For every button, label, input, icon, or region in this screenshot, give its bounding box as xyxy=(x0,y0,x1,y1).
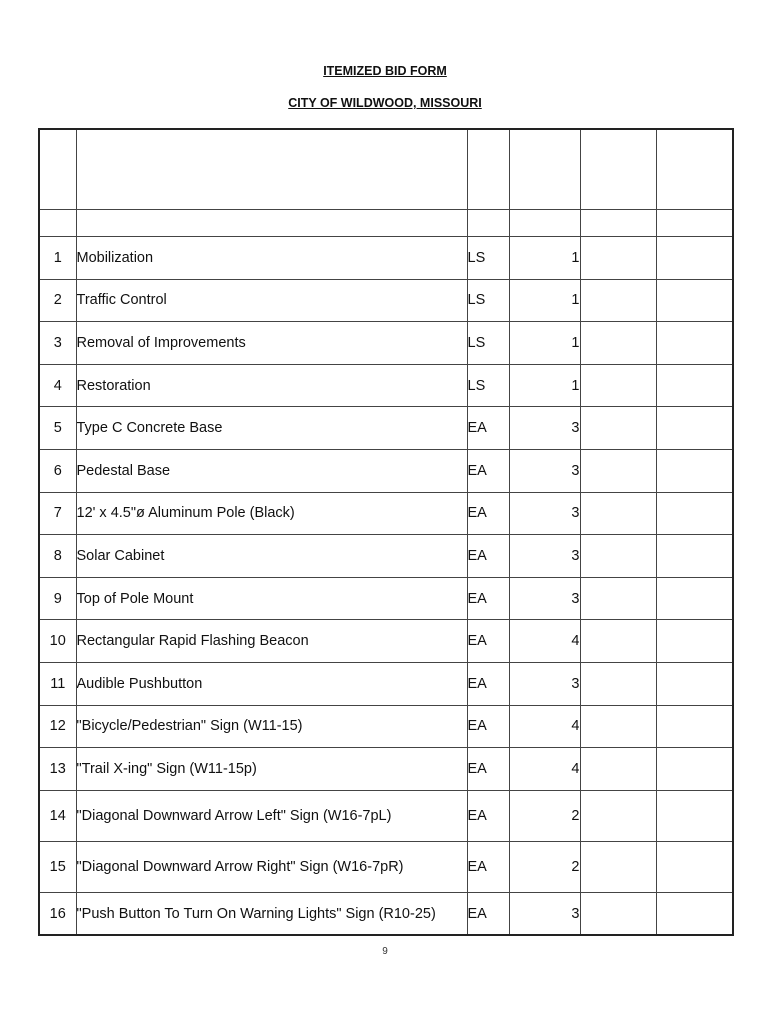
item-description: Traffic Control xyxy=(76,279,467,322)
item-unit-price xyxy=(580,237,656,280)
table-row xyxy=(39,892,733,935)
header-cell xyxy=(76,129,467,210)
table-row xyxy=(39,841,733,892)
item-quantity: 3 xyxy=(509,892,580,935)
item-total xyxy=(656,237,733,280)
item-total xyxy=(656,841,733,892)
item-unit-price xyxy=(580,892,656,935)
table-row xyxy=(39,237,733,280)
table-row xyxy=(39,790,733,841)
table-row xyxy=(39,492,733,535)
table-row xyxy=(39,748,733,791)
item-number: 8 xyxy=(39,535,76,578)
item-number: 7 xyxy=(39,492,76,535)
table-header-row xyxy=(39,129,733,210)
item-number: 16 xyxy=(39,892,76,935)
item-unit: EA xyxy=(467,892,509,935)
item-description: Top of Pole Mount xyxy=(76,577,467,620)
item-total xyxy=(656,322,733,365)
item-quantity: 1 xyxy=(509,279,580,322)
item-unit-price xyxy=(580,790,656,841)
header-cell xyxy=(580,129,656,210)
header-cell xyxy=(509,210,580,237)
item-unit: EA xyxy=(467,705,509,748)
item-quantity: 3 xyxy=(509,407,580,450)
item-total xyxy=(656,790,733,841)
item-unit-price xyxy=(580,364,656,407)
item-total xyxy=(656,407,733,450)
item-unit: LS xyxy=(467,237,509,280)
item-number: 3 xyxy=(39,322,76,365)
item-unit: EA xyxy=(467,790,509,841)
item-number: 6 xyxy=(39,449,76,492)
item-description: Mobilization xyxy=(76,237,467,280)
header-cell xyxy=(509,129,580,210)
item-quantity: 1 xyxy=(509,364,580,407)
item-unit-price xyxy=(580,577,656,620)
header-cell xyxy=(39,129,76,210)
item-quantity: 2 xyxy=(509,841,580,892)
item-total xyxy=(656,892,733,935)
item-unit: LS xyxy=(467,364,509,407)
item-description: Pedestal Base xyxy=(76,449,467,492)
item-quantity: 3 xyxy=(509,492,580,535)
header-cell xyxy=(656,210,733,237)
table-row xyxy=(39,620,733,663)
item-description: Removal of Improvements xyxy=(76,322,467,365)
item-quantity: 3 xyxy=(509,662,580,705)
item-total xyxy=(656,364,733,407)
item-quantity: 3 xyxy=(509,577,580,620)
item-total xyxy=(656,279,733,322)
header-cell xyxy=(467,210,509,237)
table-row xyxy=(39,449,733,492)
header-cell xyxy=(656,129,733,210)
header-cell xyxy=(39,210,76,237)
form-subtitle: CITY OF WILDWOOD, MISSOURI xyxy=(288,96,482,110)
item-number: 4 xyxy=(39,364,76,407)
item-unit: EA xyxy=(467,449,509,492)
item-unit-price xyxy=(580,535,656,578)
item-unit: LS xyxy=(467,279,509,322)
item-number: 9 xyxy=(39,577,76,620)
header-cell xyxy=(76,210,467,237)
table-row xyxy=(39,535,733,578)
item-unit-price xyxy=(580,407,656,450)
item-description: Type C Concrete Base xyxy=(76,407,467,450)
item-number: 11 xyxy=(39,662,76,705)
item-number: 1 xyxy=(39,237,76,280)
item-unit-price xyxy=(580,841,656,892)
item-unit: EA xyxy=(467,407,509,450)
item-unit-price xyxy=(580,449,656,492)
item-unit-price xyxy=(580,662,656,705)
item-number: 13 xyxy=(39,748,76,791)
item-unit: EA xyxy=(467,535,509,578)
item-number: 5 xyxy=(39,407,76,450)
item-number: 12 xyxy=(39,705,76,748)
item-unit-price xyxy=(580,705,656,748)
item-unit-price xyxy=(580,620,656,663)
item-unit: EA xyxy=(467,492,509,535)
item-total xyxy=(656,492,733,535)
item-number: 15 xyxy=(39,841,76,892)
item-quantity: 4 xyxy=(509,748,580,791)
item-unit-price xyxy=(580,322,656,365)
item-total xyxy=(656,535,733,578)
item-number: 14 xyxy=(39,790,76,841)
item-unit: EA xyxy=(467,748,509,791)
header-cell xyxy=(580,210,656,237)
item-description: 12' x 4.5"ø Aluminum Pole (Black) xyxy=(76,492,467,535)
item-quantity: 1 xyxy=(509,237,580,280)
item-total xyxy=(656,449,733,492)
form-title: ITEMIZED BID FORM xyxy=(323,64,447,78)
item-description: "Diagonal Downward Arrow Right" Sign (W16-7pR) xyxy=(76,841,467,892)
item-unit-price xyxy=(580,748,656,791)
item-number: 10 xyxy=(39,620,76,663)
bid-table xyxy=(38,128,734,936)
item-quantity: 2 xyxy=(509,790,580,841)
item-quantity: 4 xyxy=(509,705,580,748)
table-subheader-row xyxy=(39,210,733,237)
bid-table-body xyxy=(39,129,733,935)
item-unit: EA xyxy=(467,577,509,620)
item-unit: EA xyxy=(467,620,509,663)
item-description: "Diagonal Downward Arrow Left" Sign (W16-7pL) xyxy=(76,790,467,841)
page-number: 9 xyxy=(382,946,388,957)
item-quantity: 1 xyxy=(509,322,580,365)
table-row xyxy=(39,705,733,748)
item-quantity: 3 xyxy=(509,535,580,578)
item-description: Solar Cabinet xyxy=(76,535,467,578)
item-quantity: 4 xyxy=(509,620,580,663)
item-unit: EA xyxy=(467,841,509,892)
item-total xyxy=(656,748,733,791)
item-total xyxy=(656,577,733,620)
item-total xyxy=(656,620,733,663)
table-row xyxy=(39,279,733,322)
table-row xyxy=(39,577,733,620)
table-row xyxy=(39,322,733,365)
item-description: "Bicycle/Pedestrian" Sign (W11-15) xyxy=(76,705,467,748)
header-cell xyxy=(467,129,509,210)
item-description: Restoration xyxy=(76,364,467,407)
item-total xyxy=(656,662,733,705)
item-unit: LS xyxy=(467,322,509,365)
item-unit-price xyxy=(580,279,656,322)
item-description: Rectangular Rapid Flashing Beacon xyxy=(76,620,467,663)
table-row xyxy=(39,407,733,450)
item-number: 2 xyxy=(39,279,76,322)
item-unit-price xyxy=(580,492,656,535)
item-description: "Push Button To Turn On Warning Lights" Sign (R10-25) xyxy=(76,892,467,935)
item-quantity: 3 xyxy=(509,449,580,492)
item-unit: EA xyxy=(467,662,509,705)
item-description: Audible Pushbutton xyxy=(76,662,467,705)
table-row xyxy=(39,662,733,705)
item-description: "Trail X-ing" Sign (W11-15p) xyxy=(76,748,467,791)
item-total xyxy=(656,705,733,748)
table-row xyxy=(39,364,733,407)
